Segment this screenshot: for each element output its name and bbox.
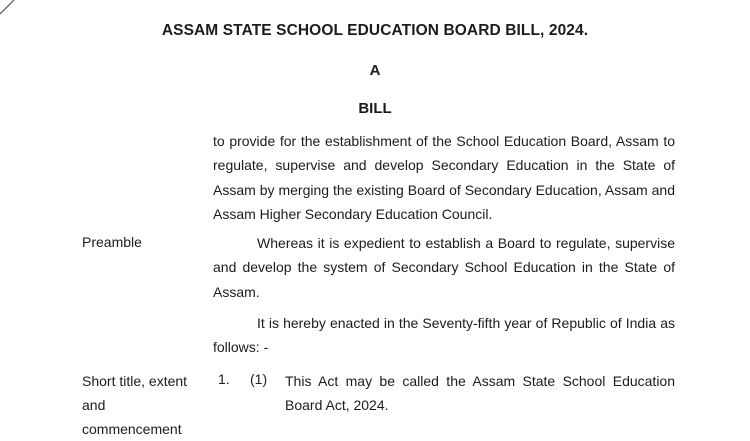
side-label-line: Short title, extent [82, 373, 188, 389]
bill-heading: BILL [358, 100, 392, 117]
subsection-number: (1) [250, 371, 268, 387]
long-title [213, 129, 675, 226]
long-title-line: regulate, supervise and develop Secondary Education in the State of [213, 157, 675, 174]
section-line: Board Act, 2024. [285, 397, 389, 414]
short-title-side-label [82, 369, 207, 441]
bill-title: ASSAM STATE SCHOOL EDUCATION BOARD BILL, 2024. [161, 22, 589, 39]
enacting-line: follows: - [213, 339, 269, 356]
article-a: A [369, 62, 381, 79]
side-label-line: and [82, 397, 106, 413]
preamble-text [213, 231, 675, 304]
long-title-line: Assam by merging the existing Board of Secondary Education, Assam and [213, 181, 675, 198]
section-1-text [285, 369, 675, 418]
long-title-line: to provide for the establishment of the School Education Board, Assam to [213, 133, 675, 149]
section-line: This Act may be called the Assam State School Education [285, 373, 675, 389]
preamble-line: Whereas it is expedient to establish a Board to regulate, supervise [257, 235, 675, 251]
side-label-line: commencement [82, 421, 182, 437]
long-title-line: Assam Higher Secondary Education Council. [213, 205, 493, 222]
enacting-line: It is hereby enacted in the Seventy-fifth year of Republic of India as [257, 315, 675, 331]
preamble-line: Assam. [213, 283, 260, 300]
section-number: 1. [218, 371, 230, 387]
enacting-clause [213, 311, 675, 360]
preamble-line: and develop the system of Secondary School Education in the State of [213, 259, 675, 276]
preamble-side-label: Preamble [82, 234, 142, 250]
